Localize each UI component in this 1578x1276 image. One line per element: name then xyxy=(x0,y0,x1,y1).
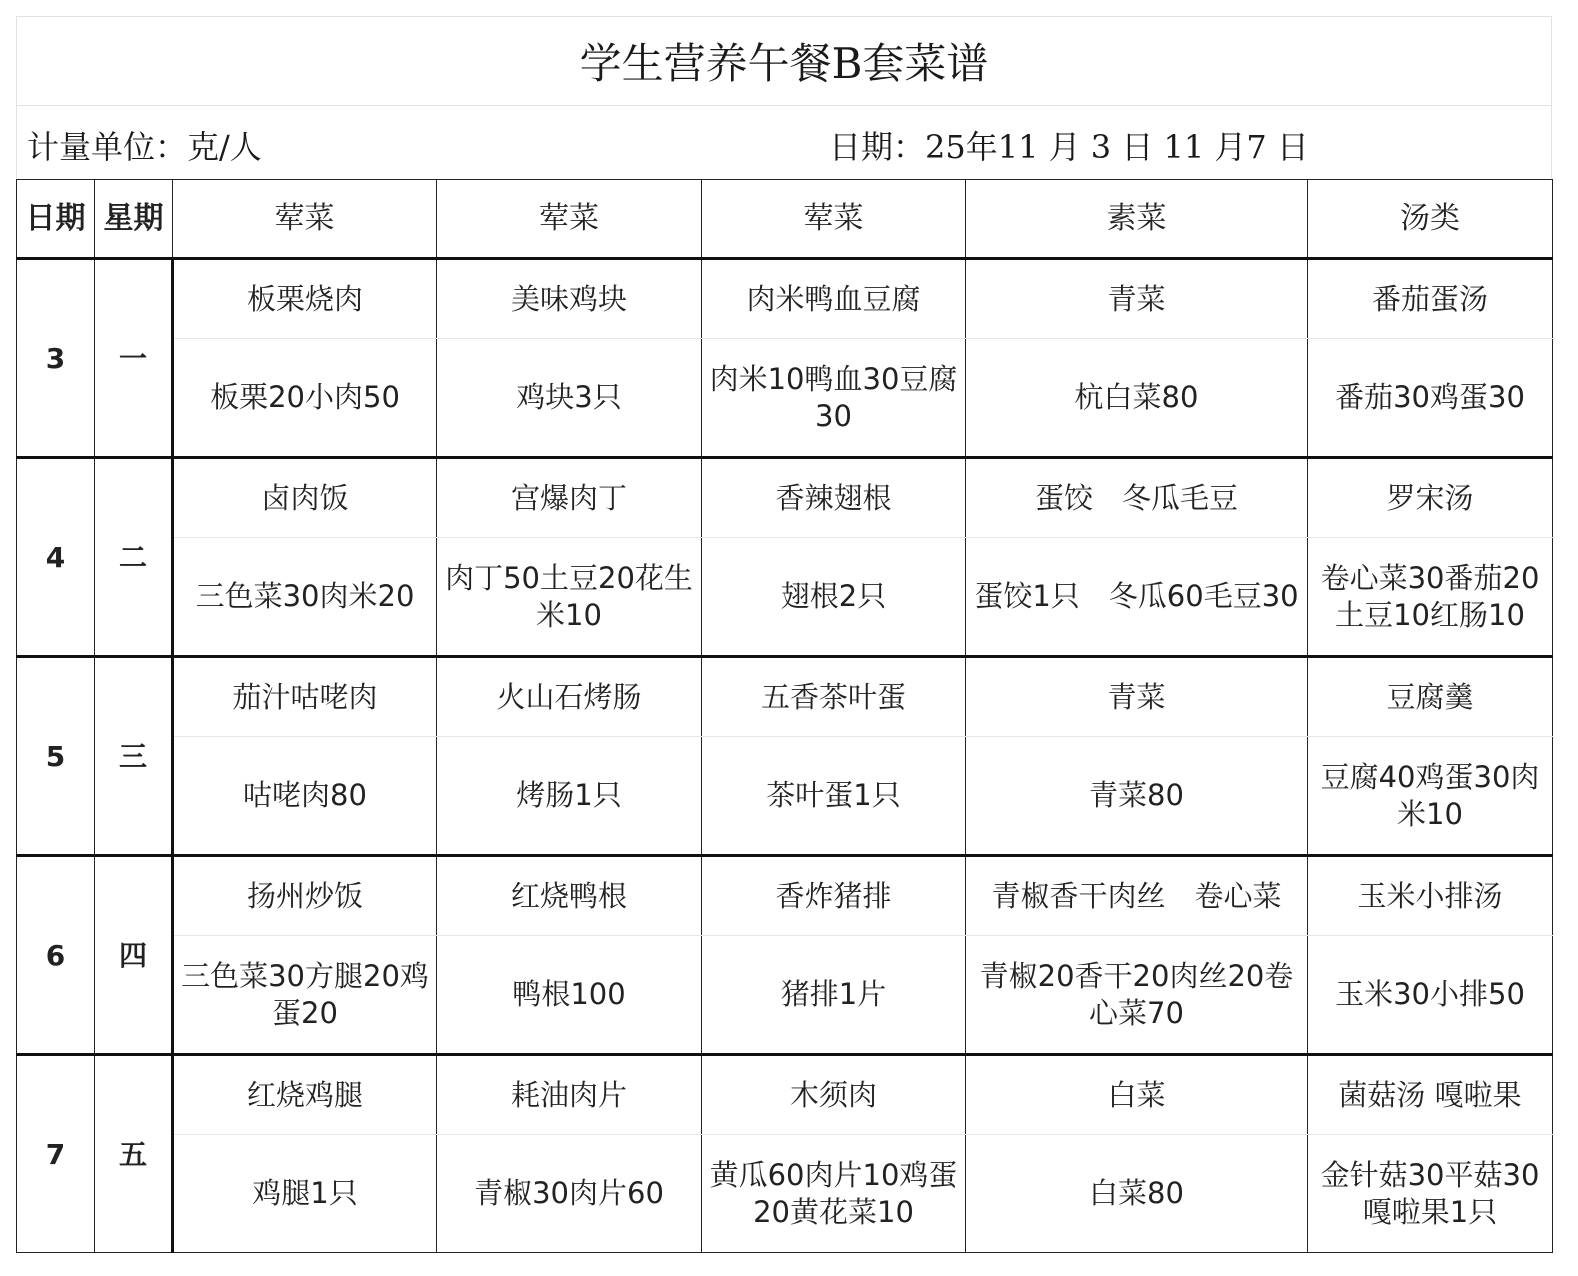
quantity-cell: 肉米10鸭血30豆腐30 xyxy=(702,339,966,458)
day-cell: 7 xyxy=(17,1055,95,1253)
weekday-cell: 二 xyxy=(95,458,173,657)
dish-name-cell: 肉米鸭血豆腐 xyxy=(702,259,966,339)
page-title: 学生营养午餐B套菜谱 xyxy=(16,16,1552,106)
dish-name-cell: 青菜 xyxy=(966,259,1308,339)
quantity-cell: 三色菜30肉米20 xyxy=(173,538,437,657)
quantity-cell: 豆腐40鸡蛋30肉米10 xyxy=(1308,737,1553,856)
dish-name-cell: 青椒香干肉丝 卷心菜 xyxy=(966,856,1308,936)
dish-name-cell: 香炸猪排 xyxy=(702,856,966,936)
quantity-cell: 青菜80 xyxy=(966,737,1308,856)
quantity-cell: 烤肠1只 xyxy=(437,737,702,856)
dish-name-cell: 宫爆肉丁 xyxy=(437,458,702,538)
dish-name-cell: 板栗烧肉 xyxy=(173,259,437,339)
quantity-row xyxy=(17,936,1553,1055)
header-weekday: 星期 xyxy=(95,180,173,259)
header-date: 日期 xyxy=(17,180,95,259)
dish-name-cell: 火山石烤肠 xyxy=(437,657,702,737)
weekday-cell: 一 xyxy=(95,259,173,458)
quantity-cell: 杭白菜80 xyxy=(966,339,1308,458)
day-cell: 5 xyxy=(17,657,95,856)
date-range-label: 日期：25年11 月 3 日 11 月7 日 xyxy=(829,128,1309,166)
day-cell: 6 xyxy=(17,856,95,1055)
quantity-cell: 玉米30小排50 xyxy=(1308,936,1553,1055)
quantity-row xyxy=(17,737,1553,856)
dish-name-cell: 茄汁咕咾肉 xyxy=(173,657,437,737)
dish-name-cell: 木须肉 xyxy=(702,1055,966,1135)
quantity-cell: 金针菇30平菇30嘎啦果1只 xyxy=(1308,1135,1553,1253)
header-meat-dish-2: 荤菜 xyxy=(437,180,702,259)
quantity-cell: 咕咾肉80 xyxy=(173,737,437,856)
header-meat-dish-3: 荤菜 xyxy=(702,180,966,259)
dish-row xyxy=(17,856,1553,936)
header-vegetable-dish: 素菜 xyxy=(966,180,1308,259)
header-row xyxy=(17,180,1553,259)
weekday-cell: 四 xyxy=(95,856,173,1055)
dish-name-cell: 玉米小排汤 xyxy=(1308,856,1553,936)
quantity-cell: 鸭根100 xyxy=(437,936,702,1055)
quantity-row xyxy=(17,538,1553,657)
dish-name-cell: 豆腐羹 xyxy=(1308,657,1553,737)
dish-name-cell: 美味鸡块 xyxy=(437,259,702,339)
quantity-cell: 白菜80 xyxy=(966,1135,1308,1253)
menu-sheet xyxy=(16,16,1552,1252)
quantity-cell: 蛋饺1只 冬瓜60毛豆30 xyxy=(966,538,1308,657)
quantity-cell: 三色菜30方腿20鸡蛋20 xyxy=(173,936,437,1055)
unit-label: 计量单位：克/人 xyxy=(27,128,262,166)
quantity-cell: 番茄30鸡蛋30 xyxy=(1308,339,1553,458)
weekday-cell: 五 xyxy=(95,1055,173,1253)
quantity-cell: 青椒30肉片60 xyxy=(437,1135,702,1253)
quantity-cell: 黄瓜60肉片10鸡蛋20黄花菜10 xyxy=(702,1135,966,1253)
meta-row xyxy=(16,106,1552,178)
dish-name-cell: 红烧鸡腿 xyxy=(173,1055,437,1135)
quantity-cell: 青椒20香干20肉丝20卷心菜70 xyxy=(966,936,1308,1055)
header-meat-dish-1: 荤菜 xyxy=(173,180,437,259)
quantity-cell: 茶叶蛋1只 xyxy=(702,737,966,856)
quantity-row xyxy=(17,1135,1553,1253)
dish-row xyxy=(17,1055,1553,1135)
weekday-cell: 三 xyxy=(95,657,173,856)
quantity-row xyxy=(17,339,1553,458)
day-cell: 4 xyxy=(17,458,95,657)
quantity-cell: 肉丁50土豆20花生米10 xyxy=(437,538,702,657)
quantity-cell: 板栗20小肉50 xyxy=(173,339,437,458)
quantity-cell: 卷心菜30番茄20土豆10红肠10 xyxy=(1308,538,1553,657)
menu-table xyxy=(16,179,1553,1253)
day-cell: 3 xyxy=(17,259,95,458)
dish-row xyxy=(17,657,1553,737)
dish-name-cell: 红烧鸭根 xyxy=(437,856,702,936)
dish-name-cell: 耗油肉片 xyxy=(437,1055,702,1135)
quantity-cell: 鸡腿1只 xyxy=(173,1135,437,1253)
dish-name-cell: 卤肉饭 xyxy=(173,458,437,538)
quantity-cell: 鸡块3只 xyxy=(437,339,702,458)
header-soup: 汤类 xyxy=(1308,180,1553,259)
dish-name-cell: 扬州炒饭 xyxy=(173,856,437,936)
dish-name-cell: 白菜 xyxy=(966,1055,1308,1135)
dish-row xyxy=(17,458,1553,538)
quantity-cell: 翅根2只 xyxy=(702,538,966,657)
dish-name-cell: 蛋饺 冬瓜毛豆 xyxy=(966,458,1308,538)
quantity-cell: 猪排1片 xyxy=(702,936,966,1055)
dish-name-cell: 青菜 xyxy=(966,657,1308,737)
dish-row xyxy=(17,259,1553,339)
dish-name-cell: 菌菇汤 嘎啦果 xyxy=(1308,1055,1553,1135)
dish-name-cell: 罗宋汤 xyxy=(1308,458,1553,538)
dish-name-cell: 五香茶叶蛋 xyxy=(702,657,966,737)
dish-name-cell: 番茄蛋汤 xyxy=(1308,259,1553,339)
dish-name-cell: 香辣翅根 xyxy=(702,458,966,538)
